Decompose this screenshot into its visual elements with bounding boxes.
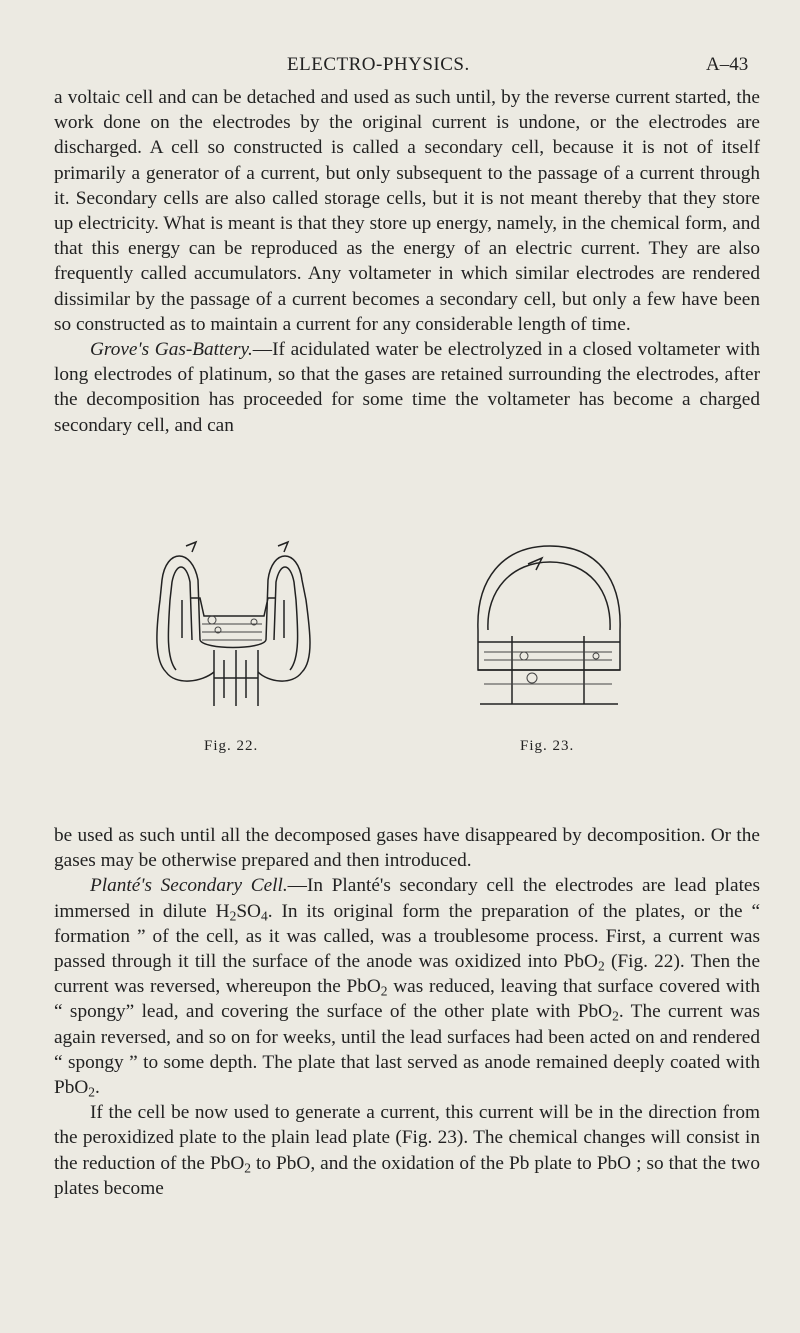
- running-header: [0, 54, 800, 84]
- plante-heading: Planté's Secondary Cell.: [90, 875, 288, 897]
- paragraph-secondary-cells: a voltaic cell and can be detached and used as such until, by the reverse current started, the work done on the electrodes by the original current is undone, or the electrodes are discharged. A cell so constructed is called a secondary cell, because it is not of itself primarily a generator of a current, but only subsequent to the passage of a current through it. Secondary cells are also called storage cells, but it is not meant thereby that they store up electricity. What is meant is that they store up energy, namely, in the chemical form, and that this energy can be reproduced as the energy of an electric current. They are also frequently called accumulators. Any voltameter in which similar electrodes are rendered dissimilar by the passage of a current becomes a secondary cell, but only a few have been so constructed as to maintain a current for any considerable length of time.: [54, 87, 760, 335]
- grove-text: —If acidulated water be electrolyzed in a closed voltameter with long electrodes of platinum, so that the gases are retained surrounding the electrodes, after the decomposition has proceeded for some time the voltameter has become a charged secondary cell, and can: [54, 339, 760, 436]
- text-run: . The current was again reversed, and so on for weeks, until the lead surfaces had been acted on and rendered “ spongy ” to some depth. The plate that last served as anode remained deeply coated with PbO: [54, 1001, 760, 1099]
- grove-heading: Grove's Gas-Battery.: [90, 339, 253, 361]
- figure-23-cell: [472, 540, 627, 710]
- subscript: 4: [260, 907, 268, 923]
- subscript: 2: [612, 1008, 619, 1024]
- subscript: 2: [597, 958, 605, 974]
- header-title: ELECTRO-PHYSICS.: [287, 54, 470, 75]
- text-block-top: [54, 85, 760, 438]
- paragraph-grove: [54, 337, 760, 438]
- paragraph-discharge: [54, 1100, 760, 1201]
- text-block-bottom: [54, 823, 760, 1201]
- text-run: to PbO, and the oxidation of the Pb plate to PbO ; so that the two plates become: [54, 1152, 760, 1199]
- subscript: 2: [380, 983, 388, 999]
- figure-22-caption: Fig. 22.: [204, 738, 259, 754]
- text-run: SO: [236, 900, 261, 922]
- paragraph-continuation: be used as such until all the decomposed gases have disappeared by decomposition. Or the gases may be otherwise prepared and then introduced.: [54, 825, 760, 872]
- figure-23-caption: Fig. 23.: [520, 738, 575, 754]
- text-run: was reduced, leaving that surface covered with “ spongy” lead, and covering the surface of the other plate with PbO: [54, 976, 761, 1023]
- text-run: . In its original form the preparation of the plates, or the “ formation ” of the cell, as it was called, was a troublesome process. First, a current was passed through it till the surface of the anode was oxidized into PbO: [54, 900, 761, 973]
- subscript: 2: [244, 1160, 252, 1176]
- text-run: —In Planté's secondary cell the electrodes are lead plates immersed in dilute H: [54, 875, 760, 922]
- subscript: 2: [229, 907, 237, 923]
- paragraph-plante: [54, 873, 760, 1100]
- text-run: If the cell be now used to generate a current, this current will be in the direction from the peroxidized plate to the plain lead plate (Fig. 23). The chemical changes will consist in the reduction of the PbO: [54, 1102, 760, 1174]
- subscript: 2: [88, 1084, 96, 1100]
- figure-22-voltameter: [152, 540, 314, 710]
- page-number: A–43: [706, 54, 749, 75]
- text-run: (Fig. 22). Then the current was reversed, whereupon the PbO: [54, 951, 760, 998]
- text-run: .: [95, 1077, 100, 1099]
